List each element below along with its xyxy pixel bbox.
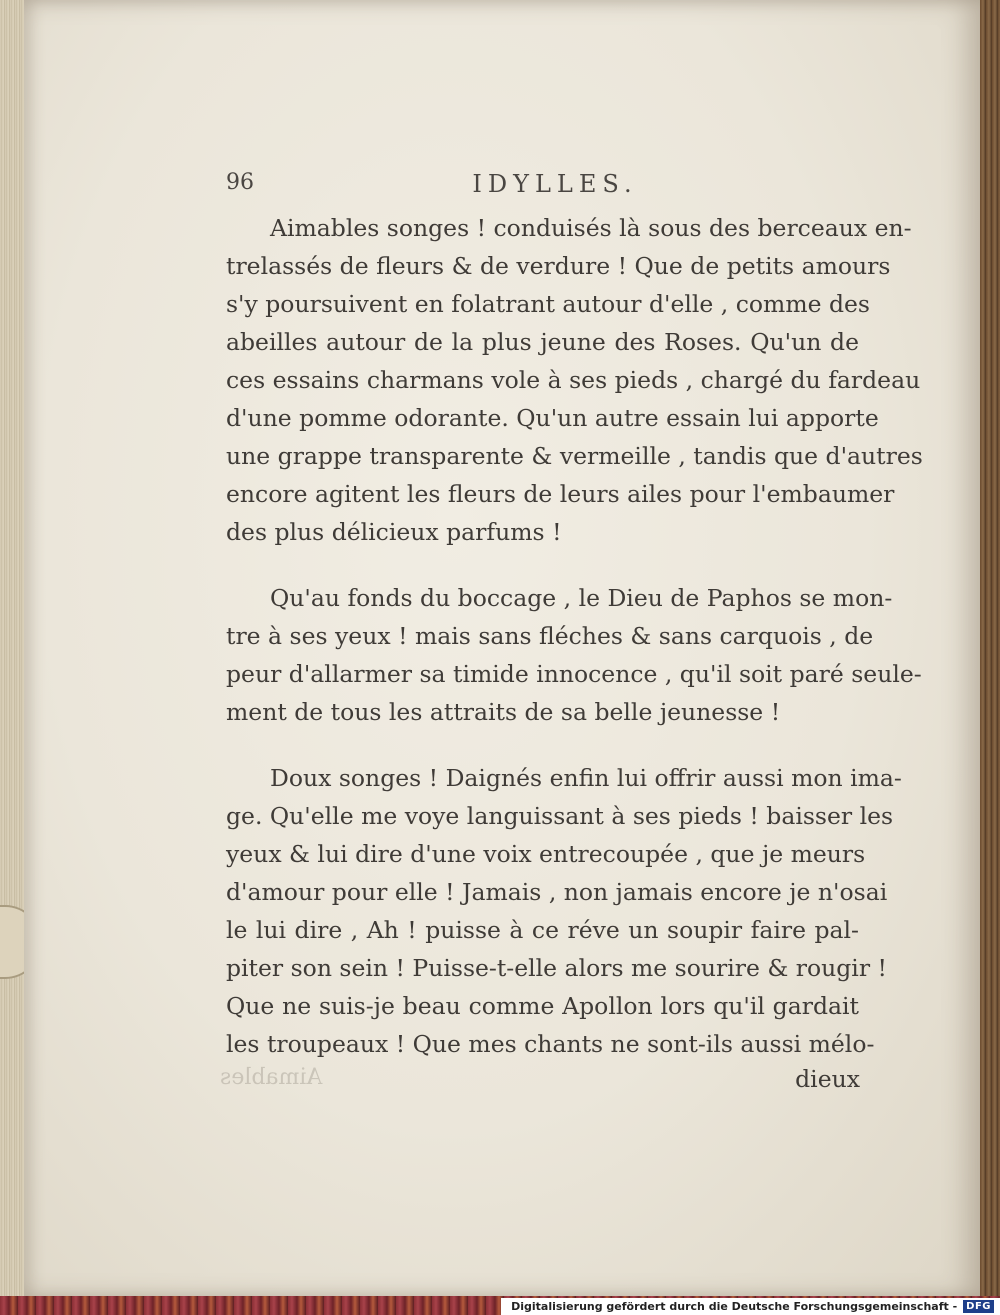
text-line: s'y poursuivent en folatrant autour d'elle , comme des [226, 290, 870, 318]
text-line: ces essains charmans vole à ses pieds , chargé du fardeau [226, 366, 921, 394]
catchword: dieux [795, 1065, 860, 1093]
text-line: d'amour pour elle ! Jamais , non jamais encore je n'osai [226, 878, 888, 906]
text-line: les troupeaux ! Que mes chants ne sont-ils aussi mélo- [226, 1030, 875, 1058]
text-line: piter son sein ! Puisse-t-elle alors me sourire & rougir ! [226, 954, 887, 982]
credit-text: Digitalisierung gefördert durch die Deutsche Forschungsgemeinschaft - [511, 1300, 958, 1313]
text-line: Qu'au fonds du boccage , le Dieu de Paphos se mon- [270, 584, 893, 612]
book-cover-edge [980, 0, 1000, 1298]
text-line: une grappe transparente & vermeille , tandis que d'autres [226, 442, 923, 470]
text-line: abeilles autour de la plus jeune des Roses. Qu'un de [226, 328, 859, 356]
text-line: ge. Qu'elle me voye languissant à ses pieds ! baisser les [226, 802, 894, 830]
page-header [226, 170, 866, 210]
text-line: trelassés de fleurs & de verdure ! Que de petits amours [226, 252, 891, 280]
text-line: d'une pomme odorante. Qu'un autre essain lui apporte [226, 404, 879, 432]
text-line: le lui dire , Ah ! puisse à ce réve un soupir faire pal- [226, 916, 859, 944]
running-head: IDYLLES. [472, 170, 638, 198]
dfg-logo: DFG [963, 1300, 994, 1313]
text-line: tre à ses yeux ! mais sans fléches & sans carquois , de [226, 622, 874, 650]
text-line: yeux & lui dire d'une voix entrecoupée , que je meurs [226, 840, 866, 868]
text-line: ment de tous les attraits de sa belle jeunesse ! [226, 698, 781, 726]
text-line: Doux songes ! Daignés enfin lui offrir aussi mon ima- [270, 764, 902, 792]
text-line: encore agitent les fleurs de leurs ailes pour l'embaumer [226, 480, 895, 508]
text-line: peur d'allarmer sa timide innocence , qu'il soit paré seule- [226, 660, 922, 688]
text-line: Que ne suis-je beau comme Apollon lors qu'il gardait [226, 992, 859, 1020]
text-line: des plus délicieux parfums ! [226, 518, 562, 546]
page-number: 96 [226, 170, 254, 195]
text-line: Aimables songes ! conduisés là sous des berceaux en- [270, 214, 912, 242]
digitization-credit [501, 1298, 1000, 1315]
bleed-through-text: Aimables [220, 1065, 323, 1090]
book-page-edges [0, 0, 27, 1315]
